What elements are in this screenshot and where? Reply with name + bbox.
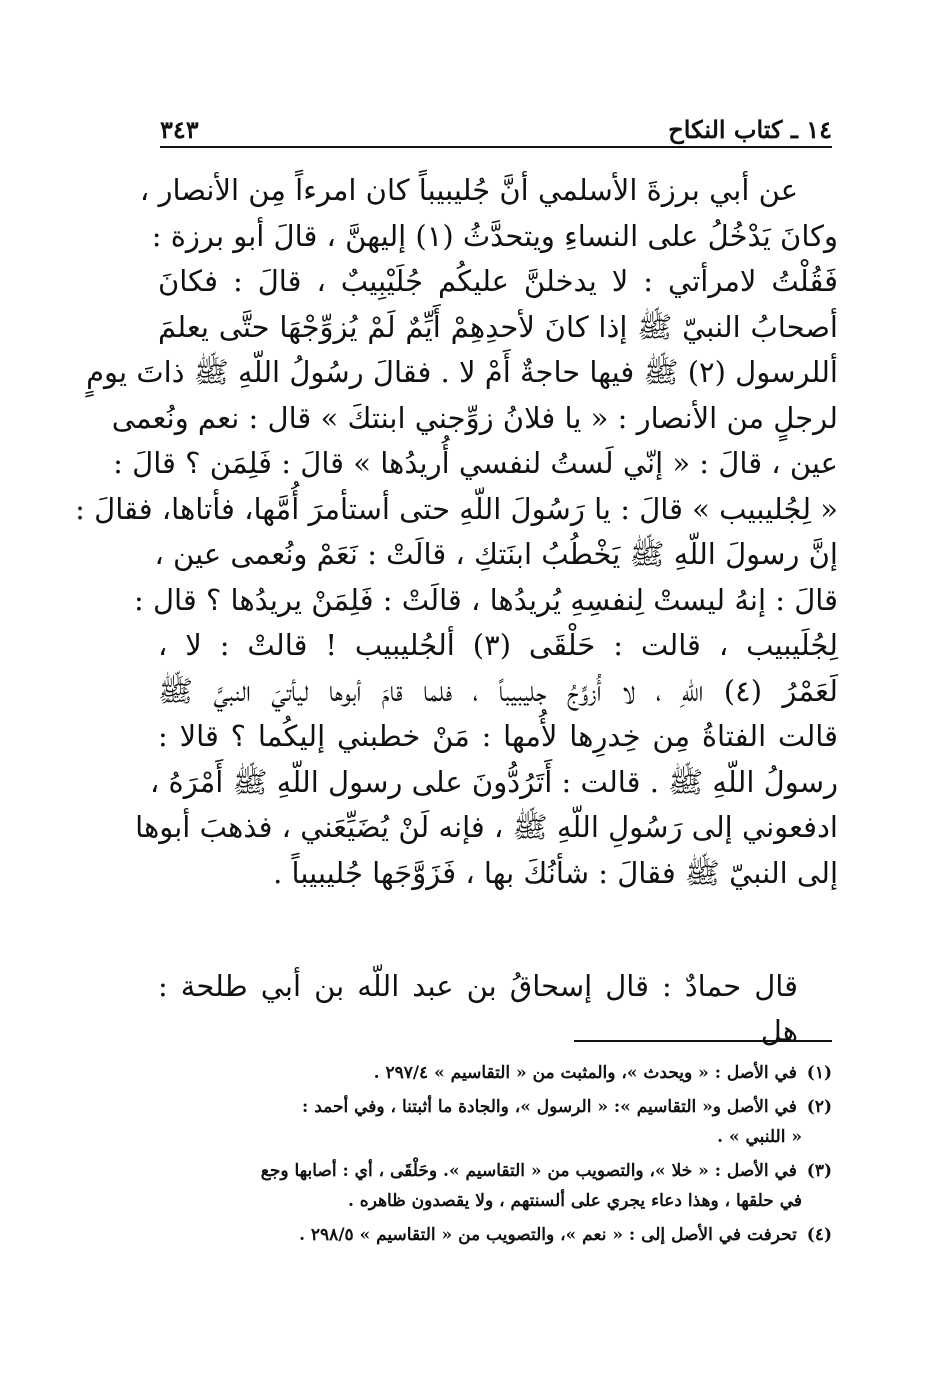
footnote-number: (٤) [806, 1225, 832, 1245]
body-line: عين ، قالَ : « إنّي لَستُ لنفسي أُريدُها » قالَ : فَلِمَن ؟ قالَ : [113, 446, 838, 480]
footnote-text: في الأصل : « ويحدث »، والمثبت من « التقاسيم » ٢٩٧/٤ . [373, 1063, 797, 1083]
body-line: وكانَ يَدْخُلُ على النساءِ ويتحدَّثُ (١) إليهنَّ ، قالَ أبو برزة : [151, 218, 838, 253]
footnotes [158, 1058, 832, 1254]
body-line: لَعَمْرُ (٤) اللّهِ ، لا أُزوِّجُ جليبيباً ، فلما قامَ أبوها ليأتيَ النبيَّ ﷺ [158, 673, 839, 708]
main-paragraph [75, 168, 839, 896]
second-paragraph: قال حمادٌ : قال إسحاقُ بن عبد اللّه بن أبي طلحة : هل [158, 969, 798, 1048]
footnote [158, 1220, 832, 1250]
body-line: إنَّ رسولَ اللّهِ ﷺ يَخْطُبُ ابنَتكِ ، قالَتْ : نَعَمْ ونُعمى عين ، [154, 537, 838, 571]
footnote-number: (٣) [806, 1161, 832, 1181]
footnote [158, 1058, 832, 1088]
body-line: إلى النبيّ ﷺ فقالَ : شأنُكَ بها ، فَزَوَّجَها جُليبيباً . [273, 855, 838, 890]
body-line: قالت الفتاةُ مِن خِدرِها لأُمها : مَنْ خطبني إليكُما ؟ قالا : [158, 719, 838, 753]
body-line: لِجُلَيبيب ، قالت : حَلْقَى (٣) ألجُليبيب ! قالتْ : لا ، [158, 628, 838, 662]
footnote-text: في الأصل و« التقاسيم »: « الرسول »، والجادة ما أثبتنا ، وفي أحمد : [302, 1097, 797, 1117]
body-line: أصحابُ النبيّ ﷺ إذا كانَ لأحدِهِمْ أَيِّمٌ لَمْ يُزوِّجْهَا حتَّى يعلمَ [158, 309, 838, 344]
page-number: ٣٤٣ [160, 115, 199, 144]
body-line: فَقُلْتُ لامرأتي : لا يدخلنَّ عليكُم جُلَيْبِيبٌ ، قالَ : فكانَ [158, 264, 838, 298]
footnote [158, 1092, 832, 1152]
footnote-divider [574, 1040, 832, 1042]
body-line: لرجلٍ من الأنصار : « يا فلانُ زوِّجني ابنتكَ » قال : نعم ونُعمى [111, 400, 838, 435]
body-line: عن أبي برزةَ الأسلمي أنَّ جُليبيباً كان امرءاً مِن الأنصار ، [139, 173, 798, 207]
body-line: « لِجُليبيب » قالَ : يا رَسُولَ اللّهِ حتى أستأمرَ أُمَّها، فأتاها، فقالَ : [75, 491, 838, 526]
footnote-number: (١) [806, 1063, 832, 1083]
body-line: أللرسول (٢) ﷺ فيها حاجةٌ أَمْ لا . فقالَ رسُولُ اللّهِ ﷺ ذاتَ يومٍ [86, 355, 838, 389]
body-line: رسولُ اللّهِ ﷺ . قالت : أَتَرُدُّونَ على رسول اللّهِ ﷺ أَمْرَهُ ، [149, 764, 838, 799]
footnote-continuation: في حلقها ، وهذا دعاء يجري على ألسنتهم ، ولا يقصدون ظاهره . [347, 1191, 802, 1211]
page-header [160, 100, 832, 144]
footnote-text: في الأصل : « خلا »، والتصويب من « التقاسيم ». وحَلْقَى ، أي : أصابها وجع [260, 1161, 797, 1181]
footnote-number: (٢) [806, 1097, 832, 1117]
footnote [158, 1156, 832, 1216]
header-divider [160, 146, 832, 148]
footnote-text: تحرفت في الأصل إلى : « نعم »، والتصويب من « التقاسيم » ٢٩٨/٥ . [299, 1225, 797, 1245]
footnote-continuation: « اللنبي » . [717, 1127, 802, 1147]
body-line: ادفعوني إلى رَسُولِ اللّهِ ﷺ ، فإنه لَنْ يُضَيِّعَني ، فذهبَ أبوها [135, 810, 838, 844]
body-line: قالَ : إنهُ ليستْ لِنفسِهِ يُريدُها ، قالَتْ : فَلِمَنْ يريدُها ؟ قال : [133, 582, 838, 617]
chapter-title: ١٤ ـ كتاب النكاح [668, 115, 832, 144]
